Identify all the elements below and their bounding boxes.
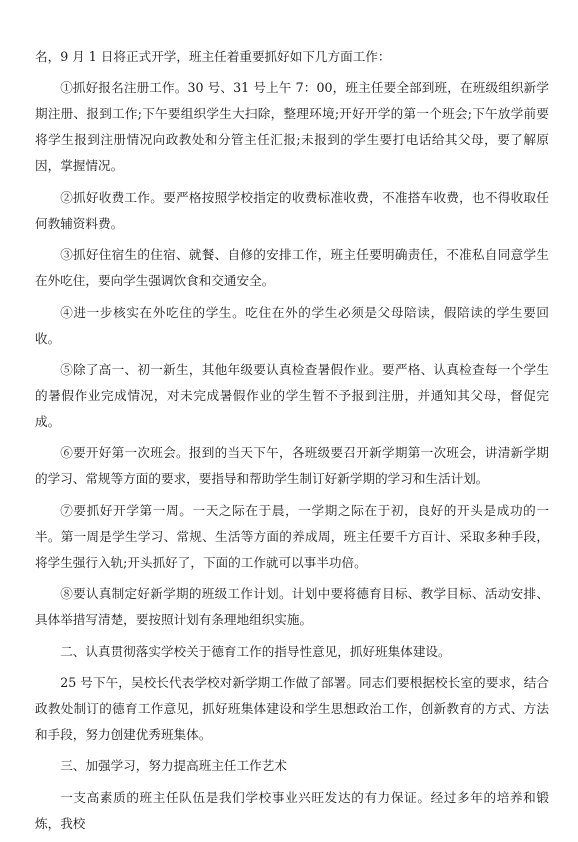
- paragraph-item-2-fees: ②抓好收费工作。要严格按照学校指定的收费标准收费，不准搭车收费，也不得收取任何教辅资料费。: [35, 189, 549, 231]
- paragraph-item-3-boarding: ③抓好住宿生的住宿、就餐、自修的安排工作，班主任要明确责任，不准私自同意学生在外吃住，要向学生强调饮食和交通安全。: [35, 247, 549, 289]
- document-page: [35, 44, 549, 842]
- paragraph-item-8-work-plan: ⑧要认真制定好新学期的班级工作计划。计划中要将德育目标、教学目标、活动安排、具体举措写清楚，要按照计划有条理地组织实施。: [35, 586, 549, 628]
- section-heading-2: 二、认真贯彻落实学校关于德育工作的指导性意见，抓好班集体建设。: [60, 643, 451, 659]
- paragraph-item-5-homework: ⑤除了高一、初一新生，其他年级要认真检查暑假作业。要严格、认真检查每一个学生的暑假作业完成情况，对未完成暑假作业的学生暂不予报到注册，并通知其父母，督促完成。: [35, 361, 549, 429]
- paragraph-intro: 名，9 月 1 日将正式开学，班主任着重要抓好如下几方面工作：: [35, 49, 391, 64]
- paragraph-section-3-body: 一支高素质的班主任队伍是我们学校事业兴旺发达的有力保证。经过多年的培养和锻炼，我校: [35, 789, 549, 831]
- paragraph-item-1-registration: ①抓好报名注册工作。30 号、31 号上午 7：00，班主任要全部到班，在班级组织新学期注册、报到工作;下午要组织学生大扫除，整理环境;开好开学的第一个班会;下午放学前要将学生报到注册情况向政教处和分管主任汇报;未报到的学生要打电话给其父母，要了解原因，掌握情况。: [35, 80, 549, 174]
- paragraph-item-7-first-week: ⑦要抓好开学第一周。一天之际在于晨，一学期之际在于初，良好的开头是成功的一半。第一周是学生学习、常规、生活等方面的养成周，班主任要千方百计、采取多种手段，将学生强行入轨;开头抓好了，下面的工作就可以事半功倍。: [35, 502, 549, 570]
- paragraph-section-2-body: 25 号下午，吴校长代表学校对新学期工作做了部署。同志们要根据校长室的要求，结合政教处制订的德育工作意见，抓好班集体建设和学生思想政治工作，创新教育的方式、方法和手段，努力创建优秀班集体。: [35, 674, 549, 742]
- paragraph-item-4-offcampus: ④进一步核实在外吃住的学生。吃住在外的学生必须是父母陪读，假陪读的学生要回收。: [35, 304, 549, 346]
- paragraph-item-6-class-meeting: ⑥要开好第一次班会。报到的当天下午，各班级要召开新学期第一次班会，讲清新学期的学习、常规等方面的要求，要指导和帮助学生制订好新学期的学习和生活计划。: [35, 445, 549, 487]
- section-heading-3: 三、加强学习，努力提高班主任工作艺术: [60, 758, 287, 774]
